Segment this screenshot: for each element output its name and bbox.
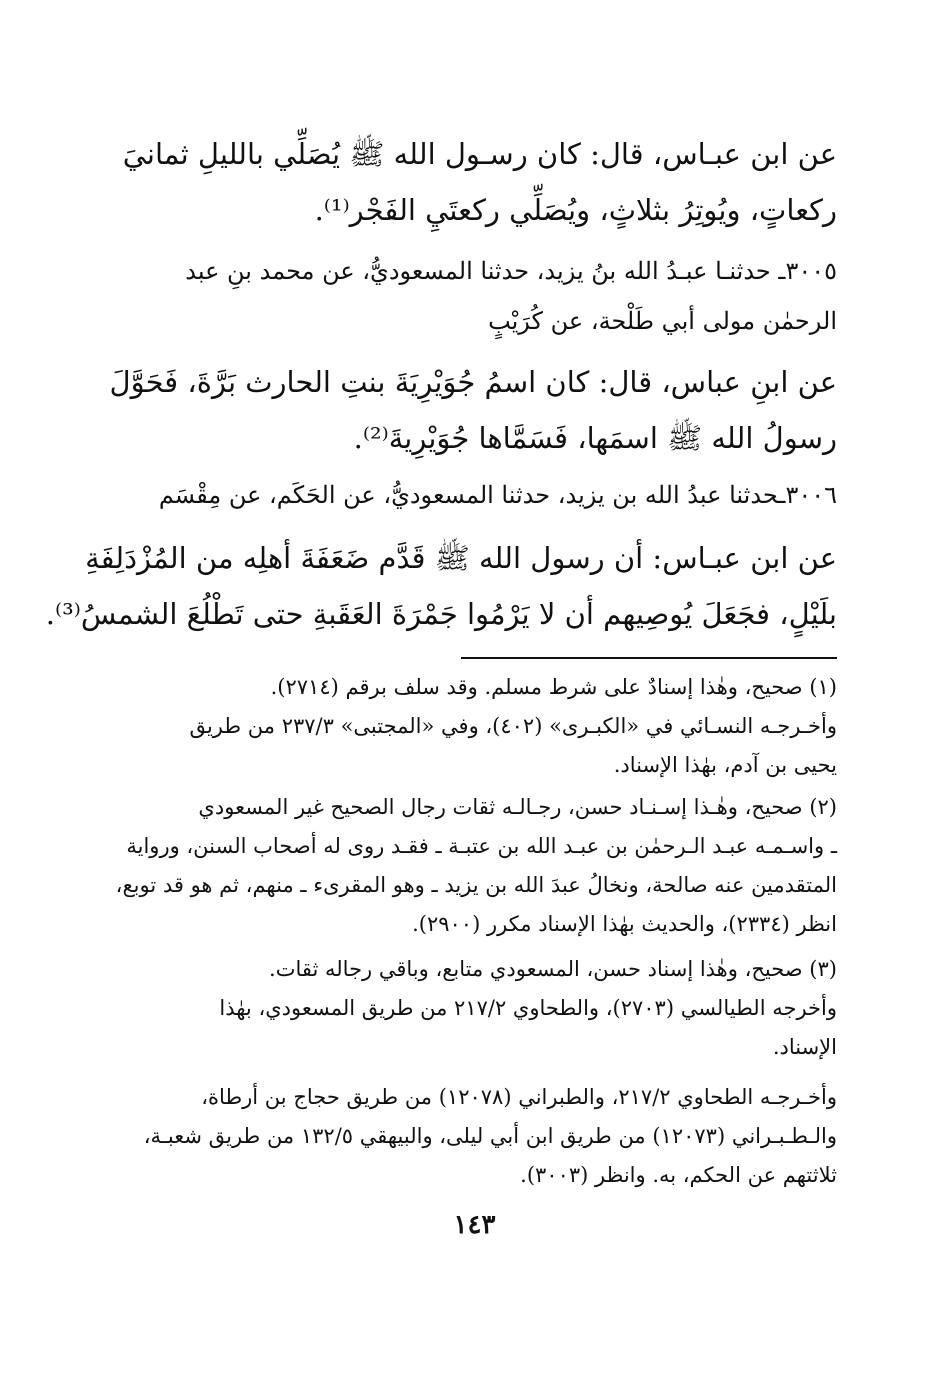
text-line: عن ابن عبـاس، قال: كان رسـول الله ﷺ يُصَلِّي بالليلِ ثمانيَ <box>122 137 837 171</box>
text-line: بلَيْلٍ، فجَعَلَ يُوصِيهم أن لا يَرْمُوا جَمْرَةَ العَقَبةِ حتى تَطْلُعَ الشمسُ⁽³⁾. <box>45 597 837 631</box>
hadith-text-3006 <box>45 530 837 642</box>
footnote-line: المتقدمين عنه صالحة، ونخالُ عبدَ الله بن يزيد ـ وهو المقرىء ـ منهم، ثم هو قد توبع، <box>115 873 837 897</box>
footnote-1 <box>137 668 837 785</box>
footnote-line: الإسناد. <box>772 1035 837 1059</box>
text-line: عن ابن عبـاس: أن رسول الله ﷺ قَدَّم ضَعَفَةَ أهلِه من المُزْدَلِفَةِ <box>85 541 837 575</box>
text-line: ركعاتٍ، ويُوتِرُ بثلاثٍ، ويُصَلِّي ركعتَيِ الفَجْر⁽¹⁾. <box>314 193 837 227</box>
text-line: الرحمٰن مولى أبي طَلْحة، عن كُرَيْبٍ <box>488 307 837 335</box>
text-line: ٣٠٠٦ـحدثنا عبدُ الله بن يزيد، حدثنا المسعوديُّ، عن الحَكَم، عن مِقْسَم <box>158 481 837 509</box>
footnote-line: ـ واسـمـه عبـد الـرحمٰن بن عبـد الله بن عتبـة ـ فقـد روى له أصحاب السنن، ورواية <box>126 834 837 858</box>
footnote-line: يحيى بن آدم، بهٰذا الإسناد. <box>613 753 837 777</box>
footnote-3-continued <box>137 1078 837 1195</box>
hadith-text-3004 <box>122 126 837 238</box>
footnote-line: (٣) صحيح، وهٰذا إسناد حسن، المسعودي متابع، وباقي رجاله ثقات. <box>269 957 837 981</box>
footnote-2 <box>115 788 837 944</box>
footnote-line: والـطـبـراني (١٢٠٧٣) من طريق ابن أبي ليلى، والبيهقي ١٣٢/٥ من طريق شعبـة، <box>143 1124 837 1148</box>
text-line: عن ابنِ عباس، قال: كان اسمُ جُوَيْرِيَةَ بنتِ الحارث بَرَّةَ، فَحَوَّلَ <box>109 365 837 399</box>
hadith-text-3005 <box>109 354 837 466</box>
isnad-3005 <box>137 246 837 346</box>
footnote-line: انظر (٢٣٣٤)، والحديث بهٰذا الإسناد مكرر (٢٩٠٠). <box>412 912 837 936</box>
footnote-line: (٢) صحيح، وهٰـذا إسـنـاد حسن، رجـالـه ثقات رجال الصحيح غير المسعودي <box>198 795 837 819</box>
footnote-line: وأخـرجـه الطحاوي ٢١٧/٢، والطبراني (١٢٠٧٨) من طريق حجاج بن أرطاة، <box>201 1085 837 1109</box>
text-line: رسولُ الله ﷺ اسمَها، فَسَمَّاها جُوَيْرِيةَ⁽²⁾. <box>353 421 837 455</box>
page-number: ١٤٣ <box>453 1210 496 1240</box>
footnote-separator <box>461 657 837 659</box>
footnote-3 <box>137 950 837 1067</box>
footnote-line: وأخـرجـه النسـائي في «الكبـرى» (٤٠٢)، وفي «المجتبى» ٢٣٧/٣ من طريق <box>189 714 837 738</box>
isnad-3006 <box>137 470 837 520</box>
footnote-line: (١) صحيح، وهٰذا إسنادٌ على شرط مسلم. وقد سلف برقم (٢٧١٤). <box>270 675 837 699</box>
footnote-line: وأخرجه الطيالسي (٢٧٠٣)، والطحاوي ٢١٧/٢ من طريق المسعودي، بهٰذا <box>219 996 837 1020</box>
text-line: ٣٠٠٥ـ حدثنـا عبـدُ الله بنُ يزيد، حدثنا المسعوديُّ، عن محمد بنِ عبد <box>185 257 837 285</box>
footnote-line: ثلاثتهم عن الحكم، به. وانظر (٣٠٠٣). <box>520 1163 837 1187</box>
